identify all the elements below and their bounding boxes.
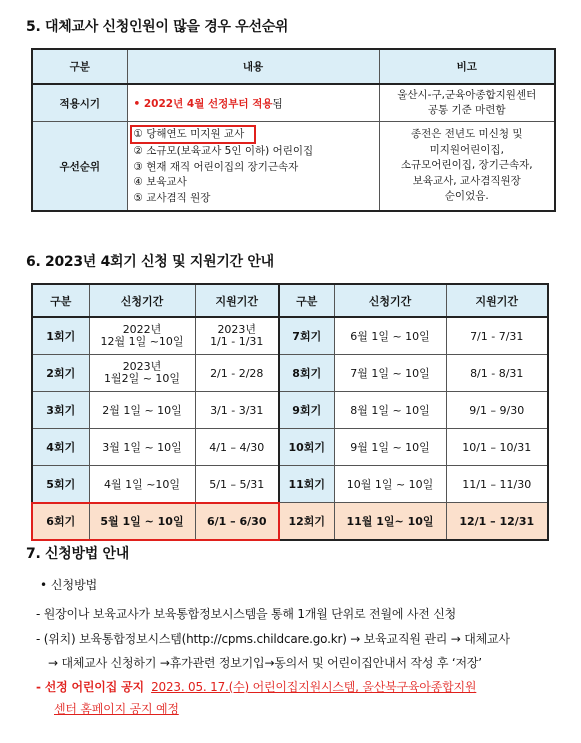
schedule-table-header	[32, 284, 548, 317]
round-cell	[279, 392, 334, 429]
support-period-cell	[446, 466, 548, 503]
support-period-cell-text: 12/1 – 12/31	[459, 514, 535, 528]
support-period-cell-text: 11/1 – 11/30	[462, 477, 532, 491]
priority-table-header	[32, 49, 555, 84]
support-period-cell-text: 5/1 – 5/31	[209, 477, 265, 491]
row-content	[127, 84, 379, 122]
round-cell	[279, 466, 334, 503]
row-note	[379, 84, 555, 122]
note-line: 순이었음.	[444, 190, 489, 203]
round-cell	[32, 317, 89, 355]
apply-period-cell-text: 7월 1일 ~ 10일	[350, 367, 430, 380]
table-row	[32, 355, 548, 392]
notice-line	[54, 700, 179, 717]
header-apply-period: 신청기간	[89, 284, 195, 317]
round-cell	[32, 466, 89, 503]
notice-date-link: 2023. 05. 17.(수) 어린이집지원시스템, 울산북구육아종합지원	[151, 680, 477, 694]
priority-table	[31, 48, 556, 212]
priority-item: ③ 현재 재직 어린이집의 장기근속자	[133, 160, 299, 173]
notice-label: - 선정 어린이집 공지	[36, 680, 144, 694]
apply-method-line: - 원장이나 보육교사가 보육통합정보시스템을 통해 1개월 단위로 전월에 사전 신청	[36, 607, 457, 621]
round-cell-text: 11회기	[288, 478, 326, 491]
header-note: 비고	[379, 49, 555, 84]
round-cell	[32, 503, 89, 541]
table-row	[32, 84, 555, 122]
priority-item: ④ 보육교사	[133, 176, 187, 189]
header-category: 구분	[32, 49, 127, 84]
support-period-cell	[446, 429, 548, 466]
support-period-cell-text: 8/1 - 8/31	[470, 366, 524, 380]
note-line: 종전은 전년도 미신청 및	[411, 128, 523, 141]
support-period-cell	[446, 503, 548, 541]
apply-period-cell-text: 4월 1일 ~10일	[103, 478, 181, 491]
support-period-cell	[195, 317, 279, 355]
priority-list	[127, 122, 379, 212]
apply-period-cell	[334, 466, 446, 503]
notice-location: 센터 홈페이지 공지 예정	[54, 702, 179, 716]
table-row	[32, 503, 548, 541]
round-cell-text: 6회기	[46, 515, 76, 528]
round-cell-text: 7회기	[292, 330, 322, 343]
apply-period-cell	[89, 466, 195, 503]
round-cell	[279, 429, 334, 466]
apply-period-cell-text: 9월 1일 ~ 10일	[350, 441, 430, 454]
header-apply-period: 신청기간	[334, 284, 446, 317]
apply-period-cell	[334, 355, 446, 392]
header-content: 내용	[127, 49, 379, 84]
support-period-cell	[446, 317, 548, 355]
support-period-cell-text: 7/1 - 7/31	[470, 329, 524, 343]
apply-method-line: → 대체교사 신청하기 →휴가관련 정보기입→동의서 및 어린이집안내서 작성 후 ‘저장’	[48, 656, 482, 670]
round-cell-text: 4회기	[46, 441, 76, 454]
apply-period-cell-text: 11월 1일~ 10일	[346, 515, 434, 528]
apply-period-cell-text: 8월 1일 ~ 10일	[350, 404, 430, 417]
note-line: 공통 기준 마련함	[427, 104, 506, 116]
row-note	[379, 122, 555, 212]
section7-title: 7. 신청방법 안내	[26, 546, 129, 562]
apply-period-cell-text: 2023년	[122, 360, 162, 373]
note-line: 미지원어린이집,	[429, 143, 504, 156]
notice-line	[36, 678, 476, 695]
round-cell-text: 9회기	[292, 404, 322, 417]
apply-period-cell	[89, 317, 195, 355]
support-period-cell-text: 1/1 - 1/31	[210, 335, 264, 348]
round-cell	[32, 429, 89, 466]
support-period-cell	[195, 466, 279, 503]
round-cell-text: 8회기	[292, 367, 322, 380]
priority-item: ② 소규모(보육교사 5인 이하) 어린이집	[133, 145, 314, 158]
section6-title: 6. 2023년 4회기 신청 및 지원기간 안내	[26, 254, 274, 270]
round-cell-text: 3회기	[46, 404, 76, 417]
apply-period-cell-text: 12월 1일 ~10일	[100, 335, 184, 348]
note-line: 소규모어린이집, 장기근속자,	[400, 159, 533, 172]
apply-period-cell	[89, 429, 195, 466]
round-cell-text: 12회기	[288, 515, 326, 528]
apply-period-cell-text: 2022년	[122, 323, 162, 336]
apply-period-cell-text: 2월 1일 ~ 10일	[102, 404, 182, 417]
note-line: 보육교사, 교사겸직원장	[412, 174, 521, 187]
schedule-table	[31, 283, 549, 541]
support-period-cell-text: 6/1 – 6/30	[207, 514, 267, 528]
support-period-cell-text: 9/1 – 9/30	[469, 403, 525, 417]
apply-period-cell	[334, 392, 446, 429]
apply-period-cell	[89, 503, 195, 541]
round-cell-text: 5회기	[46, 478, 76, 491]
table-row	[32, 122, 555, 212]
table-row	[32, 392, 548, 429]
table-row	[32, 317, 548, 355]
row-label: 우선순위	[32, 122, 127, 212]
apply-method-line: - (위치) 보육통합정보시스템(http://cpms.childcare.go.kr) → 보육교직원 관리 → 대체교사	[36, 632, 510, 646]
support-period-cell	[446, 355, 548, 392]
priority-item: ⑤ 교사겸직 원장	[133, 191, 211, 204]
support-period-cell-text: 2/1 - 2/28	[210, 366, 264, 380]
support-period-cell-text: 4/1 – 4/30	[209, 440, 265, 454]
round-cell-text: 10회기	[288, 441, 326, 454]
section5-title: 5. 대체교사 신청인원이 많을 경우 우선순위	[26, 19, 289, 35]
apply-period-cell	[89, 355, 195, 392]
apply-period-highlight: • 2022년 4월 선정부터 적용	[133, 97, 273, 110]
round-cell	[279, 355, 334, 392]
apply-period-cell	[334, 317, 446, 355]
apply-period-cell-text: 1월2일 ~ 10일	[103, 372, 181, 385]
apply-period-cell	[89, 392, 195, 429]
support-period-cell	[446, 392, 548, 429]
table-row	[32, 466, 548, 503]
priority-item-highlighted: ① 당해연도 미지원 교사	[130, 125, 257, 145]
apply-method-bullet: • 신청방법	[40, 578, 98, 592]
round-cell-text: 1회기	[46, 330, 76, 343]
row-label: 적용시기	[32, 84, 127, 122]
round-cell	[32, 392, 89, 429]
round-cell	[32, 355, 89, 392]
round-cell-text: 2회기	[46, 367, 76, 380]
round-cell	[279, 317, 334, 355]
table-row	[32, 429, 548, 466]
support-period-cell	[195, 355, 279, 392]
apply-period-cell-text: 10월 1일 ~ 10일	[346, 478, 434, 491]
apply-period-cell-text: 6월 1일 ~ 10일	[350, 330, 430, 343]
support-period-cell	[195, 429, 279, 466]
round-cell	[279, 503, 334, 541]
support-period-cell-text: 10/1 – 10/31	[462, 440, 532, 454]
apply-period-cell	[334, 503, 446, 541]
support-period-cell-text: 3/1 - 3/31	[210, 403, 264, 417]
header-round: 구분	[279, 284, 334, 317]
support-period-cell	[195, 392, 279, 429]
support-period-cell-text: 2023년	[217, 323, 257, 336]
support-period-cell	[195, 503, 279, 541]
note-line: 울산시-구,군육아종합지원센터	[397, 88, 537, 101]
apply-period-suffix: 됨	[272, 97, 283, 110]
header-support-period: 지원기간	[195, 284, 279, 317]
apply-period-cell-text: 3월 1일 ~ 10일	[102, 441, 182, 454]
apply-period-cell	[334, 429, 446, 466]
header-round: 구분	[32, 284, 89, 317]
header-support-period: 지원기간	[446, 284, 548, 317]
apply-period-cell-text: 5월 1일 ~ 10일	[100, 515, 184, 528]
